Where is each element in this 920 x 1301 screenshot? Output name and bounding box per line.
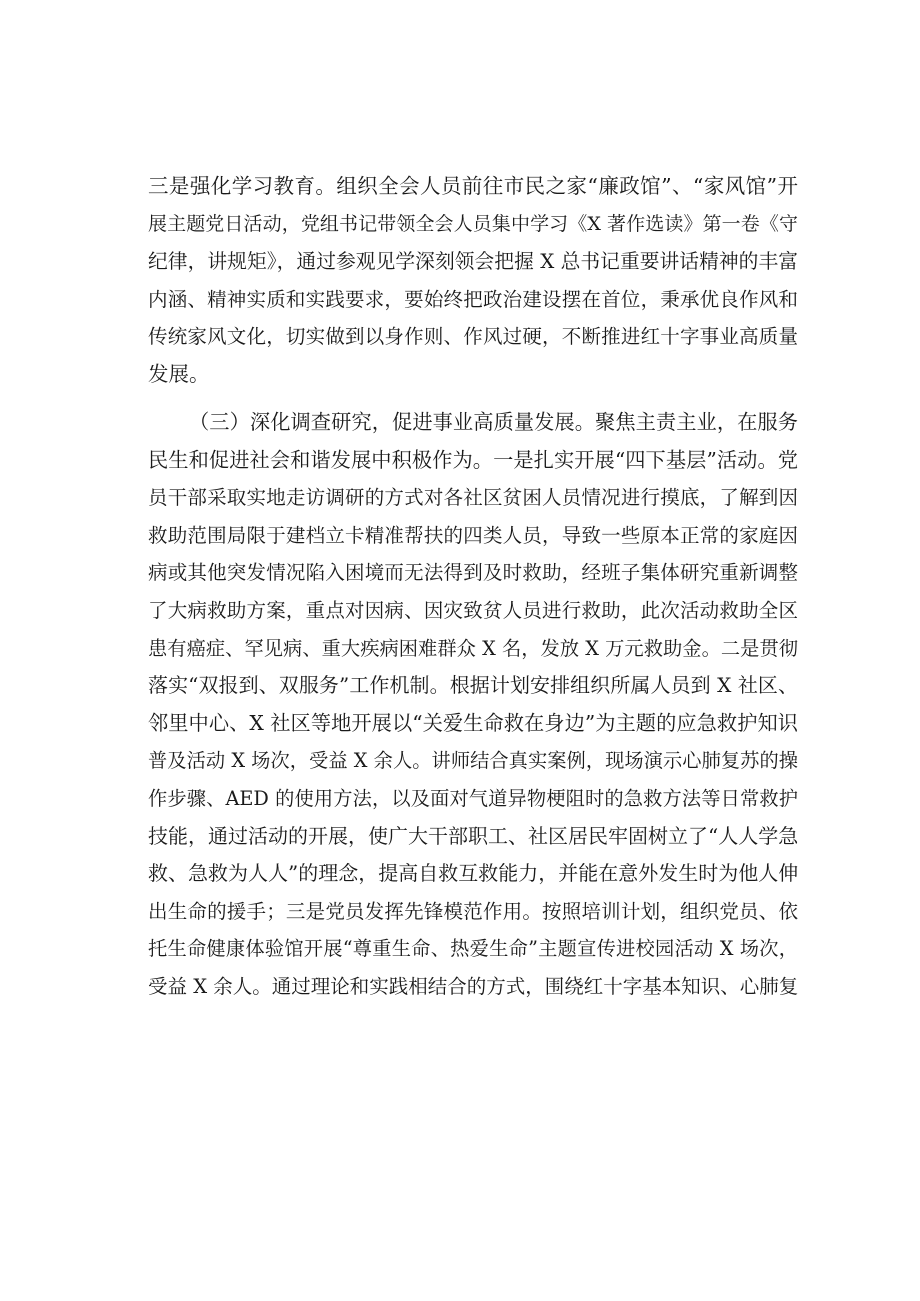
text-line: 三是强化学习教育。组织全会人员前往市民之家“廉政馆”、“家风馆”开 — [148, 174, 798, 198]
text-line: 发展。 — [148, 361, 210, 386]
text-line: （三）深化调查研究，促进事业高质量发展。聚焦主责主业，在服务 — [189, 410, 798, 434]
text-line: 作步骤、AED 的使用方法，以及面对气道异物梗阻时的急救方法等日常救护 — [148, 786, 798, 810]
text-line: 员干部采取实地走访调研的方式对各社区贫困人员情况进行摸底，了解到因 — [148, 486, 798, 510]
paragraph-research-development — [148, 404, 798, 1006]
text-line: 纪律，讲规矩》，通过参观见学深刻领会把握 X 总书记重要讲话精神的丰富 — [148, 250, 798, 274]
text-line: 了大病救助方案，重点对因病、因灾致贫人员进行救助，此次活动救助全区 — [148, 598, 798, 622]
text-line: 病或其他突发情况陷入困境而无法得到及时救助，经班子集体研究重新调整 — [148, 561, 798, 585]
text-line: 邻里中心、X 社区等地开展以“关爱生命救在身边”为主题的应急救护知识 — [148, 710, 798, 735]
text-line: 救、急救为人人”的理念，提高自救互救能力，并能在意外发生时为他人伸 — [148, 861, 798, 886]
text-line: 受益 X 余人。通过理论和实践相结合的方式，围绕红十字基本知识、心肺复 — [148, 974, 798, 998]
text-line: 技能，通过活动的开展，使广大干部职工、社区居民牢固树立了“人人学急 — [148, 823, 798, 848]
text-line: 落实“双报到、双服务”工作机制。根据计划安排组织所属人员到 X 社区、 — [148, 673, 798, 698]
text-line: 普及活动 X 场次，受益 X 余人。讲师结合真实案例，现场演示心肺复苏的操 — [148, 749, 798, 773]
text-line: 出生命的援手；三是党员发挥先锋模范作用。按照培训计划，组织党员、依 — [148, 899, 798, 923]
text-line: 内涵、精神实质和实践要求，要始终把政治建设摆在首位，秉承优良作风和 — [148, 287, 798, 311]
text-line: 患有癌症、罕见病、重大疾病困难群众 X 名，发放 X 万元救助金。二是贯彻 — [148, 636, 798, 660]
text-line: 救助范围局限于建档立卡精准帮扶的四类人员，导致一些原本正常的家庭因 — [148, 523, 798, 547]
text-line: 托生命健康体验馆开展“尊重生命、热爱生命”主题宣传进校园活动 X 场次， — [148, 937, 798, 961]
text-line: 传统家风文化，切实做到以身作则、作风过硬，不断推进红十字事业高质量 — [148, 325, 798, 349]
paragraph-study-education — [148, 168, 798, 394]
text-line: 民生和促进社会和谐发展中积极作为。一是扎实开展“四下基层”活动。党 — [148, 447, 798, 472]
text-line: 展主题党日活动，党组书记带领全会人员集中学习《X 著作选读》第一卷《守 — [148, 212, 798, 235]
